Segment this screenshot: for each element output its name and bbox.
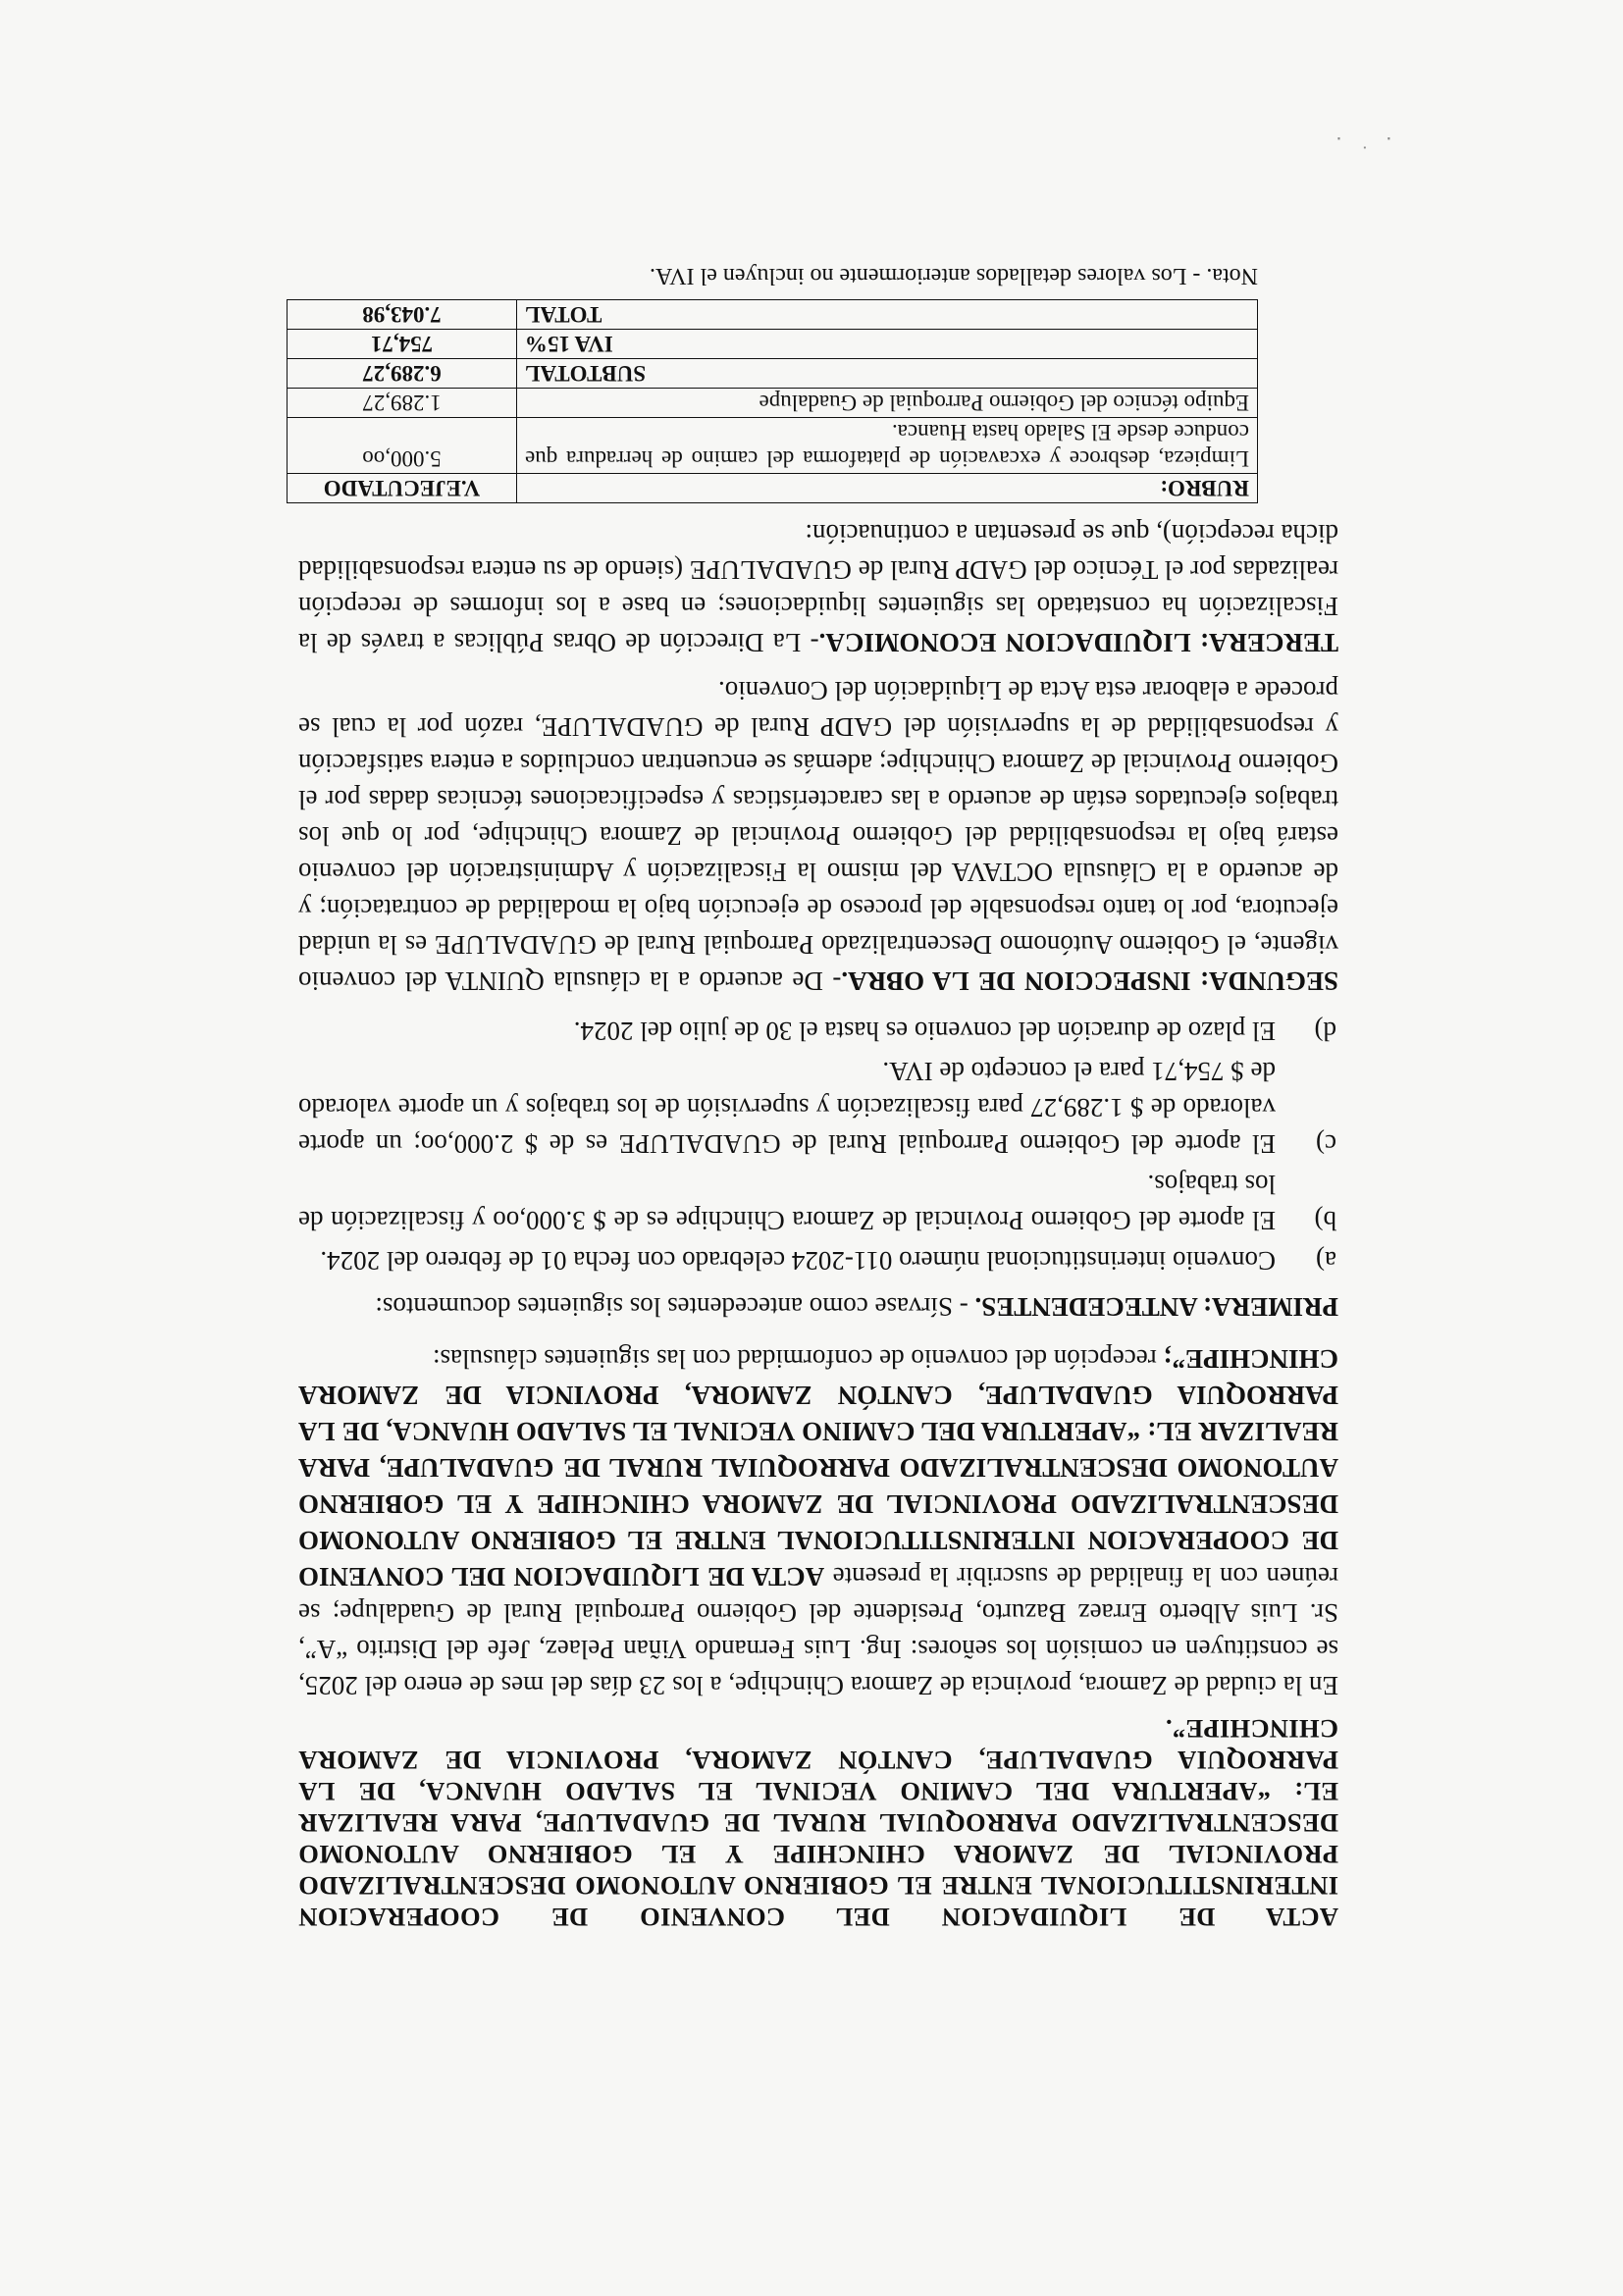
list-item-marker: c) [1316,1129,1336,1159]
list-item [298,1013,1338,1049]
list-item [298,1166,1338,1238]
total-row [288,300,1258,330]
column-header-rubro: RUBRO: [517,474,1258,503]
list-item-marker: d) [1314,1017,1336,1046]
clause-tercera [298,515,1338,660]
cell-rubro: Equipo técnico del Gobierno Parroquial de Guadalupe [517,389,1258,418]
total-label: TOTAL [517,300,1258,330]
document-title: ACTA DE LIQUIDACION DEL CONVENIO DE COOPERACION INTERINSTITUCIONAL ENTRE EL GOBIERNO AUTONOMO DESCENTRALIZADO PROVINCIAL DE ZAMORA CHINCHIPE Y EL GOBIERNO AUTONOMO DESCENTRALIZADO PARROQUIAL RURAL DE GUADALUPE, PARA REALIZAR EL: “APERTURA DEL CAMINO VECINAL EL SALADO HUANCA, DE LA PARROQUIA GUADALUPE, CANTÓN ZAMORA, PROVINCIA DE ZAMORA CHINCHIPE”. [298,1714,1338,1932]
table-note: Nota. - Los valores detallados anteriormente no incluyen el IVA. [649,263,1258,288]
clause-primera-text: - Sírvase como antecedentes los siguientes documentos: [375,1292,975,1322]
cell-valor: 5.000,oo [288,418,517,474]
cell-valor: 1.289,27 [288,389,517,418]
list-item-text: Convenio interinstitucional número 011-2024 celebrado con fecha 01 de febrero del 2024. [320,1246,1276,1276]
iva-row [288,330,1258,359]
table-row [288,418,1258,474]
subtotal-label: SUBTOTAL [517,359,1258,389]
list-item-marker: b) [1314,1206,1336,1235]
table-row [288,389,1258,418]
list-item-text: El aporte del Gobierno Provincial de Zamora Chinchipe es de $ 3.000,oo y fiscalización de los trabajos. [298,1170,1276,1235]
subtotal-row [288,359,1258,389]
list-item [298,1242,1338,1278]
iva-value: 754,71 [288,330,517,359]
list-item-text: El aporte del Gobierno Parroquial Rural de GUADALUPE es de $ 2.000,oo; un aporte valorado de $ 1.289,27 para fiscalización y supervisión de los trabajos y un aporte valorado de $ 754,71 para el concepto de IVA. [298,1057,1276,1159]
clause-segunda-heading: SEGUNDA: INSPECCION DE LA OBRA. [841,966,1338,996]
cell-rubro: Limpieza, desbroce y excavación de plataforma del camino de herradura que conduce desde El Salado hasta Huanca. [517,418,1258,474]
intro-bold-text: ACTA DE LIQUIDACION DEL CONVENIO DE COOPERACION INTERINSTITUCIONAL ENTRE EL GOBIERNO AUTONOMO DESCENTRALIZADO PROVINCIAL DE ZAMORA CHINCHIPE Y EL GOBIERNO AUTONOMO DESCENTRALIZADO PARROQUIAL RURAL DE GUADALUPE, PARA REALIZAR EL: “APERTURA DEL CAMINO VECINAL EL SALADO HUANCA, DE LA PARROQUIA GUADALUPE, CANTÓN ZAMORA, PROVINCIA DE ZAMORA CHINCHIPE”; [298,1344,1338,1592]
clause-segunda-text: - De acuerdo a la cláusula QUINTA del convenio vigente, el Gobierno Autónomo Descentralizado Parroquial Rural de GUADALUPE es la unidad ejecutora, por lo tanto responsable del proceso de ejecución bajo la modalidad de contratación; y de acuerdo a la Cláusula OCTAVA del mismo la Fiscalización y Administración del convenio estará bajo la responsabilidad del Gobierno Provincial de Zamora Chinchipe, por lo que los trabajos ejecutados están de acuerdo a las características y especificaciones técnicas dadas por el Gobierno Provincial de Zamora Chinchipe; además se encuentran concluidos a entera satisfacción y responsabilidad de la supervisión del GADP Rural de GUADALUPE, razón por la cual se procede a elaborar esta Acta de Liquidación del Convenio. [298,676,1338,996]
clause-tercera-text: - La Dirección de Obras Públicas a través de la Fiscalización ha constatado las siguientes liquidaciones; en base a los informes de recepción realizadas por el Técnico del GADP Rural de GUADALUPE (siendo de su entera responsabilidad dicha recepción), que se presentan a continuación: [298,519,1338,657]
antecedentes-list [298,1013,1338,1278]
intro-text: En la ciudad de Zamora, provincia de Zamora Chinchipe, a los 23 días del mes de enero del 2025, se constituyen en comisión los señores: Ing. Luis Fernando Viñan Pelaez, Jefe del Distrito “A”, Sr. Luis Alberto Erraez Bazurto, Presidente del Gobierno Parroquial Rural de Guadalupe; se reúnen con la finalidad de suscribir la presente [298,1562,1338,1700]
liquidation-table [287,299,1258,503]
document-body [298,257,1338,1933]
intro-tail-text: recepción del convenio de conformidad con las siguientes cláusulas: [432,1344,1164,1374]
clause-segunda [298,672,1338,999]
list-item-text: El plazo de duración del convenio es hasta el 30 de julio del 2024. [573,1017,1276,1046]
list-item [298,1053,1338,1162]
column-header-valor: V.EJECUTADO [288,474,517,503]
iva-label: IVA 15% [517,330,1258,359]
total-value: 7.043,98 [288,300,517,330]
clause-tercera-heading: TERCERA: LIQUIDACION ECONOMICA. [818,628,1338,657]
clause-primera-heading: PRIMERA: ANTECEDENTES. [974,1292,1338,1322]
scan-specks-decoration: · ˙ · [1329,128,1392,152]
subtotal-value: 6.289,27 [288,359,517,389]
intro-paragraph [298,1340,1338,1703]
table-header-row [288,474,1258,503]
list-item-marker: a) [1316,1246,1336,1276]
clause-primera [298,1288,1338,1325]
